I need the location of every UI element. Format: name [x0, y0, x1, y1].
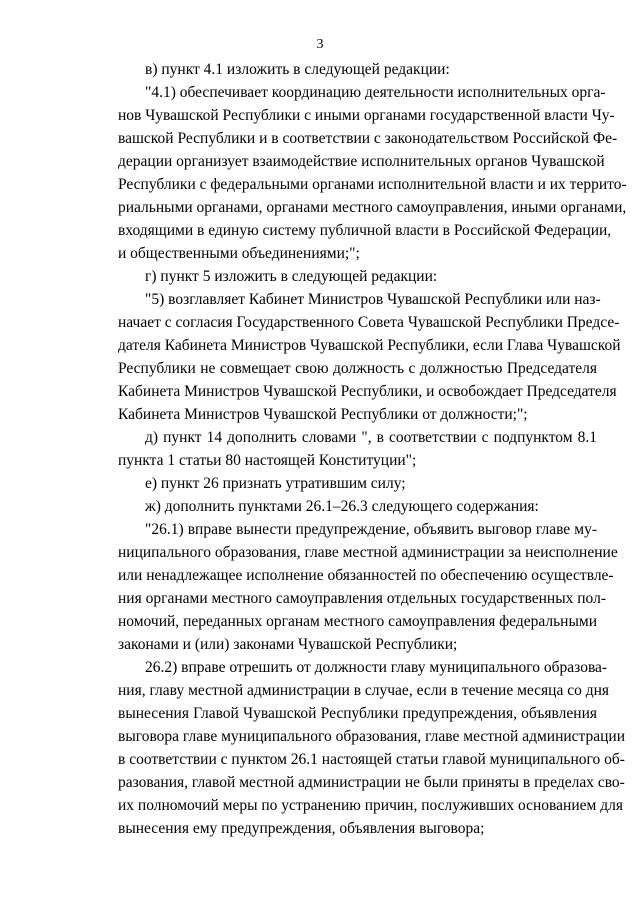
text-line: Кабинета Министров Чувашской Республики, и освобождает Председателя [118, 383, 617, 400]
text-line: вынесения ему предупреждения, объявления выговора; [118, 820, 485, 837]
paragraph-item-e [118, 472, 597, 495]
text-line: или ненадлежащее исполнение обязанностей по обеспечению осуществле- [118, 567, 614, 584]
text-line: в) пункт 4.1 изложить в следующей редакции: [145, 61, 450, 78]
paragraph-item-5 [118, 288, 621, 426]
document-body [118, 58, 627, 840]
page-number: 3 [316, 37, 324, 52]
text-line: ж) дополнить пунктами 26.1–26.3 следующего содержания: [145, 498, 539, 515]
text-line: "26.1) вправе вынести предупреждение, объявить выговор главе му- [145, 521, 597, 538]
text-line: разования, главой местной администрации не были приняты в пределах сво- [118, 774, 625, 791]
text-line: вашской Республики и в соответствии с законодательством Российской Фе- [118, 130, 618, 147]
text-line: в соответствии с пунктом 26.1 настоящей статьи главой муниципального об- [118, 751, 625, 768]
text-line: д) пункт 14 дополнить словами ", в соответствии с подпунктом 8.1 [145, 429, 597, 446]
text-line: ниципального образования, главе местной администрации за неисполнение [118, 544, 618, 561]
text-line: е) пункт 26 признать утратившим силу; [145, 475, 406, 492]
text-line: выговора главе муниципального образования, главе местной администрации [118, 728, 626, 745]
text-line: ния органами местного самоуправления отдельных государственных пол- [118, 590, 606, 607]
text-line: 26.2) вправе отрешить от должности главу муниципального образова- [145, 659, 608, 676]
text-line: Республики с федеральными органами исполнительной власти и их террито- [118, 176, 627, 193]
text-line: законами и (или) законами Чувашской Республики; [118, 636, 458, 653]
text-line: "4.1) обеспечивает координацию деятельности исполнительных орга- [145, 84, 606, 101]
text-line: номочий, переданных органам местного самоуправления федеральными [118, 613, 597, 630]
text-line: ния, главу местной администрации в случае, если в течение месяца со дня [118, 682, 610, 699]
paragraph-item-26-2 [118, 656, 626, 840]
text-line: и общественными объединениями;"; [118, 245, 360, 262]
text-line: вынесения Главой Чувашской Республики предупреждения, объявления [118, 705, 597, 722]
paragraph-item-4-1 [118, 81, 627, 265]
paragraph-item-g [118, 265, 597, 288]
text-line: Республики не совмещает свою должность с должностью Председателя [118, 360, 597, 377]
paragraph-item-v [118, 58, 597, 81]
text-line: нов Чувашской Республики с иными органами государственной власти Чу- [118, 107, 615, 124]
text-line: г) пункт 5 изложить в следующей редакции: [145, 268, 438, 285]
text-line: риальными органами, органами местного самоуправления, иными органами, [118, 199, 627, 216]
text-line: начает с согласия Государственного Совета Чувашской Республики Предсе- [118, 314, 620, 331]
paragraph-item-zh [118, 495, 597, 518]
paragraph-item-d [118, 426, 597, 472]
text-line: пункта 1 статьи 80 настоящей Конституции"; [118, 452, 417, 469]
text-line: дателя Кабинета Министров Чувашской Республики, если Глава Чувашской [118, 337, 621, 354]
text-line: Кабинета Министров Чувашской Республики от должности;"; [118, 406, 528, 423]
paragraph-item-26-1 [118, 518, 618, 656]
text-line: их полномочий меры по устранению причин, послуживших основанием для [118, 797, 623, 814]
text-line: дерации организует взаимодействие исполнительных органов Чувашской [118, 153, 605, 170]
text-line: входящими в единую систему публичной власти в Российской Федерации, [118, 222, 612, 239]
text-line: "5) возглавляет Кабинет Министров Чувашской Республики или наз- [145, 291, 601, 308]
